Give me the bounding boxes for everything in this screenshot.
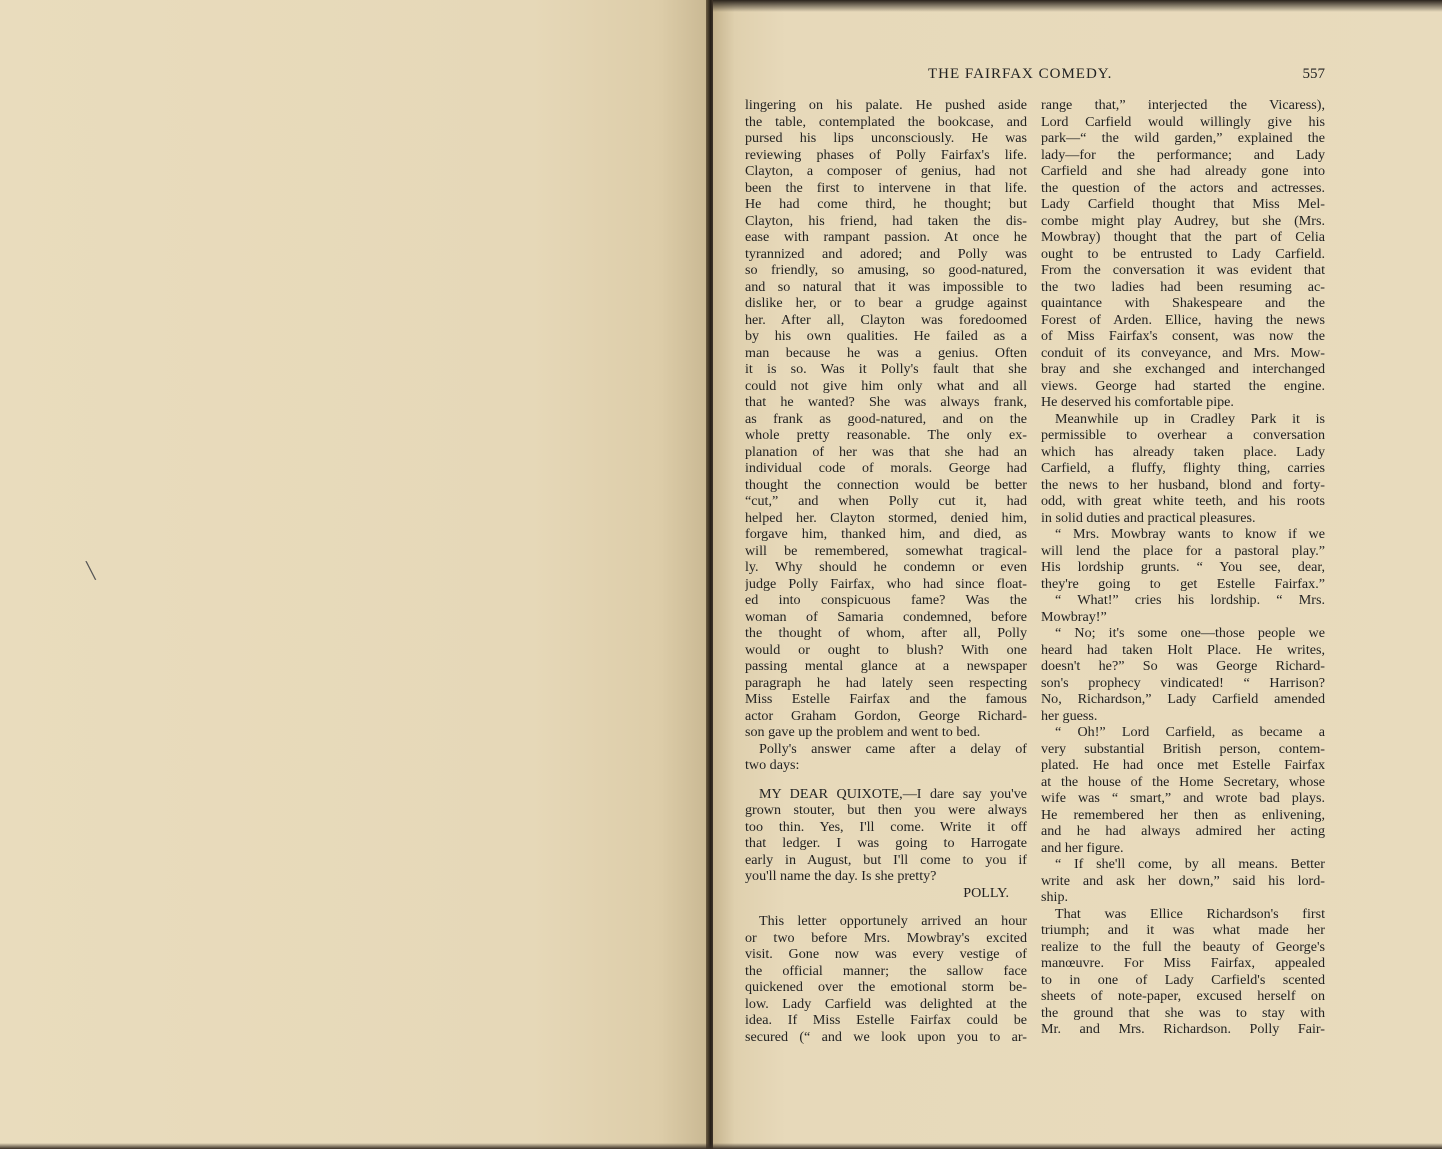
- text-line: the thought of whom, after all, Polly: [745, 625, 1027, 641]
- text-line: triumph; and it was what made her: [1041, 922, 1325, 938]
- text-column-left: [745, 97, 1027, 1045]
- text-line: early in August, but I'll come to you if: [745, 851, 1027, 868]
- text-line: From the conversation it was evident that: [1041, 262, 1325, 278]
- text-line: actor Graham Gordon, George Richard-: [745, 707, 1027, 724]
- text-line: passing mental glance at a newspaper: [745, 658, 1027, 674]
- text-line: will lend the place for a pastoral play.”: [1041, 542, 1325, 559]
- text-line: individual code of morals. George had: [745, 460, 1027, 476]
- text-line: No, Richardson,” Lady Carfield amended: [1041, 691, 1325, 707]
- text-line: That was Ellice Richardson's first: [1055, 905, 1325, 922]
- text-line: reviewing phases of Polly Fairfax's life.: [745, 146, 1027, 163]
- text-line: son's prophecy vindicated! “ Harrison?: [1041, 674, 1325, 691]
- text-line: that he wanted? She was always frank,: [745, 394, 1027, 410]
- text-line: Mr. and Mrs. Richardson. Polly Fair-: [1041, 1021, 1325, 1037]
- text-line: “cut,” and when Polly cut it, had: [745, 493, 1027, 509]
- text-line: to in one of Lady Carfield's scented: [1041, 971, 1325, 988]
- text-line: the two ladies had been resuming ac-: [1041, 278, 1325, 295]
- text-line: pursed his lips unconsciously. He was: [745, 130, 1027, 146]
- text-line: two days:: [745, 757, 800, 773]
- paragraph-gap: [745, 901, 1027, 913]
- text-line: Meanwhile up in Cradley Park it is: [1055, 410, 1325, 427]
- text-line: quickened over the emotional storm be-: [745, 979, 1027, 995]
- text-line: “ Oh!” Lord Carfield, as became a: [1055, 724, 1325, 740]
- text-line: planation of her was that she had an: [745, 443, 1027, 460]
- text-line: manœuvre. For Miss Fairfax, appealed: [1041, 955, 1325, 971]
- text-line: woman of Samaria condemned, before: [745, 608, 1027, 625]
- text-line: son gave up the problem and went to bed.: [745, 724, 981, 740]
- text-line: ease with rampant passion. At once he: [745, 229, 1027, 245]
- text-line: the official manner; the sallow face: [745, 962, 1027, 979]
- text-line: He deserved his comfortable pipe.: [1041, 394, 1234, 410]
- text-line: at the house of the Home Secretary, whose: [1041, 773, 1325, 790]
- text-line: too thin. Yes, I'll come. Write it off: [745, 818, 1027, 835]
- text-line: and so natural that it was impossible to: [745, 278, 1027, 295]
- text-line: conduit of its conveyance, and Mrs. Mow-: [1041, 344, 1325, 361]
- paragraph-gap: [745, 774, 1027, 786]
- text-line: lingering on his palate. He pushed aside: [745, 97, 1027, 113]
- blank-left-page: [0, 0, 708, 1149]
- text-line: He remembered her then as enlivening,: [1041, 806, 1325, 823]
- text-line: been the first to intervene in that life.: [745, 179, 1027, 196]
- text-line: Mowbray!”: [1041, 608, 1107, 625]
- text-line: whole pretty reasonable. The only ex-: [745, 427, 1027, 443]
- running-head-title: THE FAIRFAX COMEDY.: [928, 66, 1113, 82]
- text-line: as frank as good-natured, and on the: [745, 410, 1027, 427]
- text-line: Carfield and she had already gone into: [1041, 163, 1325, 179]
- text-line: would or ought to blush? With one: [745, 641, 1027, 658]
- text-line: her. After all, Clayton was foredoomed: [745, 311, 1027, 328]
- text-line: quaintance with Shakespeare and the: [1041, 295, 1325, 311]
- text-line: will be remembered, somewhat tragical-: [745, 542, 1027, 559]
- text-line: and her figure.: [1041, 839, 1124, 856]
- text-line: views. George had started the engine.: [1041, 377, 1325, 394]
- text-line: the table, contemplated the bookcase, and: [745, 113, 1027, 130]
- text-line: “ What!” cries his lordship. “ Mrs.: [1055, 592, 1325, 608]
- text-line: they're going to get Estelle Fairfax.”: [1041, 575, 1325, 592]
- text-line: by his own qualities. He failed as a: [745, 328, 1027, 344]
- text-line: “ If she'll come, by all means. Better: [1055, 856, 1325, 872]
- text-line: MY DEAR QUIXOTE,—I dare say you've: [759, 785, 1027, 802]
- text-line: realize to the full the beauty of George's: [1041, 938, 1325, 955]
- text-line: doesn't he?” So was George Richard-: [1041, 658, 1325, 674]
- text-line: wife was “ smart,” and wrote bad plays.: [1041, 790, 1325, 806]
- text-line: Mowbray) thought that the part of Celia: [1041, 229, 1325, 245]
- text-line: that ledger. I was going to Harrogate: [745, 835, 1027, 851]
- text-line: ly. Why should he condemn or even: [745, 559, 1027, 575]
- text-line: man because he was a genius. Often: [745, 344, 1027, 361]
- paper-mark: ╲: [86, 563, 96, 580]
- text-line: Lord Carfield would willingly give his: [1041, 113, 1325, 130]
- text-line: This letter opportunely arrived an hour: [759, 913, 1027, 929]
- text-line: bray and she exchanged and interchanged: [1041, 361, 1325, 377]
- text-line: He had come third, he thought; but: [745, 196, 1027, 212]
- text-line: lady—for the performance; and Lady: [1041, 146, 1325, 163]
- text-line: sheets of note-paper, excused herself on: [1041, 988, 1325, 1004]
- text-line: His lordship grunts. “ You see, dear,: [1041, 559, 1325, 575]
- text-line: heard had taken Holt Place. He writes,: [1041, 641, 1325, 658]
- text-line: Lady Carfield thought that Miss Mel-: [1041, 196, 1325, 212]
- text-line: ship.: [1041, 889, 1069, 905]
- text-line: write and ask her down,” said his lord-: [1041, 872, 1325, 889]
- page-number: 557: [1302, 66, 1325, 82]
- text-line: which has already taken place. Lady: [1041, 443, 1325, 460]
- page-top-shadow: [713, 0, 1442, 12]
- text-line: Forest of Arden. Ellice, having the news: [1041, 311, 1325, 328]
- text-line: secured (“ and we look upon you to ar-: [745, 1028, 1027, 1045]
- text-line: Clayton, his friend, had taken the dis-: [745, 212, 1027, 229]
- text-column-right: [1041, 97, 1325, 1038]
- text-line: her guess.: [1041, 707, 1098, 724]
- text-line: of Miss Fairfax's consent, was now the: [1041, 328, 1325, 344]
- text-line: grown stouter, but then you were always: [745, 802, 1027, 818]
- text-line: Polly's answer came after a delay of: [759, 740, 1027, 757]
- text-line: the news to her husband, blond and forty-: [1041, 476, 1325, 493]
- text-line: tyrannized and adored; and Polly was: [745, 245, 1027, 262]
- text-line: forgave him, thanked him, and died, as: [745, 526, 1027, 542]
- text-line: so friendly, so amusing, so good-natured,: [745, 262, 1027, 278]
- text-line: odd, with great white teeth, and his roots: [1041, 493, 1325, 509]
- text-line: thought the connection would be better: [745, 476, 1027, 493]
- text-line: low. Lady Carfield was delighted at the: [745, 995, 1027, 1012]
- text-line: it is so. Was it Polly's fault that she: [745, 361, 1027, 377]
- text-line: “ No; it's some one—those people we: [1055, 625, 1325, 641]
- text-line: the ground that she was to stay with: [1041, 1004, 1325, 1021]
- text-line: the question of the actors and actresses.: [1041, 179, 1325, 196]
- text-line: helped her. Clayton stormed, denied him,: [745, 509, 1027, 526]
- text-line: or two before Mrs. Mowbray's excited: [745, 929, 1027, 946]
- text-line: “ Mrs. Mowbray wants to know if we: [1055, 526, 1325, 542]
- letter-signature: POLLY.: [963, 884, 1009, 901]
- text-line: dislike her, or to bear a grudge against: [745, 295, 1027, 311]
- text-line: judge Polly Fairfax, who had since float-: [745, 575, 1027, 592]
- text-line: paragraph he had lately seen respecting: [745, 674, 1027, 691]
- page-bottom-shadow: [0, 1143, 1442, 1149]
- text-line: range that,” interjected the Vicaress),: [1041, 97, 1325, 113]
- text-line: plated. He had once met Estelle Fairfax: [1041, 757, 1325, 773]
- text-line: Carfield, a fluffy, flighty thing, carries: [1041, 460, 1325, 476]
- text-line: very substantial British person, contem-: [1041, 740, 1325, 757]
- text-line: in solid duties and practical pleasures.: [1041, 509, 1256, 526]
- text-line: you'll name the day. Is she pretty?: [745, 868, 937, 884]
- text-line: idea. If Miss Estelle Fairfax could be: [745, 1012, 1027, 1028]
- text-line: and he had always admired her acting: [1041, 823, 1325, 839]
- text-line: Clayton, a composer of genius, had not: [745, 163, 1027, 179]
- text-line: Miss Estelle Fairfax and the famous: [745, 691, 1027, 707]
- text-line: ought to be entrusted to Lady Carfield.: [1041, 245, 1325, 262]
- text-line: combe might play Audrey, but she (Mrs.: [1041, 212, 1325, 229]
- text-line: ed into conspicuous fame? Was the: [745, 592, 1027, 608]
- text-line: could not give him only what and all: [745, 377, 1027, 394]
- text-line: park—“ the wild garden,” explained the: [1041, 130, 1325, 146]
- text-line: visit. Gone now was every vestige of: [745, 946, 1027, 962]
- text-line: permissible to overhear a conversation: [1041, 427, 1325, 443]
